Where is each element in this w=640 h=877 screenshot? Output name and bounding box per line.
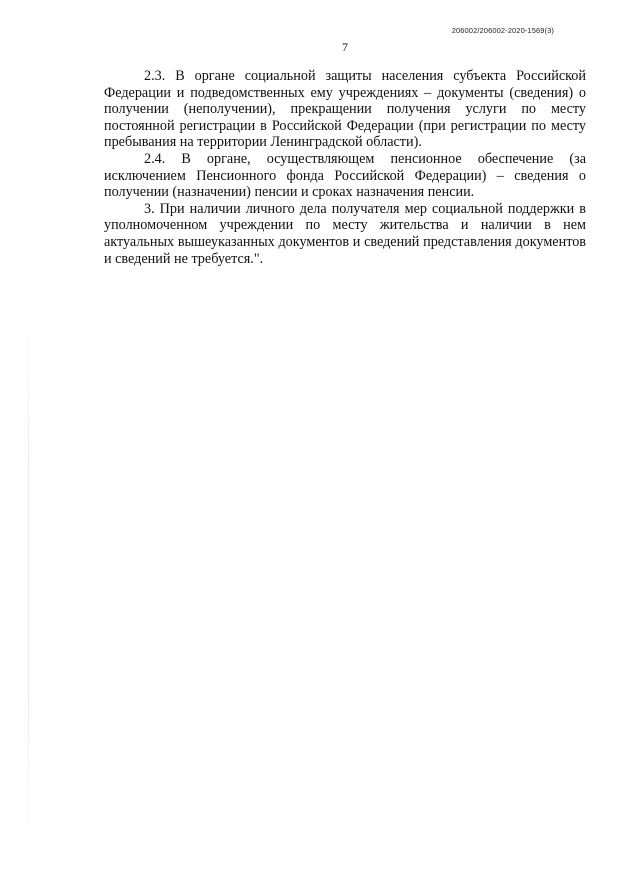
document-id: 206002/206002-2020-1569(3) — [451, 26, 554, 35]
scan-edge-line — [28, 300, 29, 860]
page-number: 7 — [342, 40, 348, 54]
paragraph-2-4: 2.4. В органе, осуществляющем пенсионное обеспечение (за исключением Пенсионного фонда Российской Федерации) – сведения о получении (назначении) пенсии и сроках назначения пенсии. — [104, 150, 586, 201]
paragraph-2-3: 2.3. В органе социальной защиты населения субъекта Российской Федерации и подведомственных ему учреждениях – документы (сведения) о получении (неполучении), прекращении получения услуги по месту постоянной регистрации в Российской Федерации (при регистрации по месту пребывания на территории Ленинградской области). — [104, 68, 586, 151]
paragraph-3: 3. При наличии личного дела получателя мер социальной поддержки в уполномоченном учреждении по месту жительства и наличии в нем актуальных вышеуказанных документов и сведений представления документов и сведений не требуется.". — [104, 200, 586, 267]
document-body — [104, 68, 586, 267]
